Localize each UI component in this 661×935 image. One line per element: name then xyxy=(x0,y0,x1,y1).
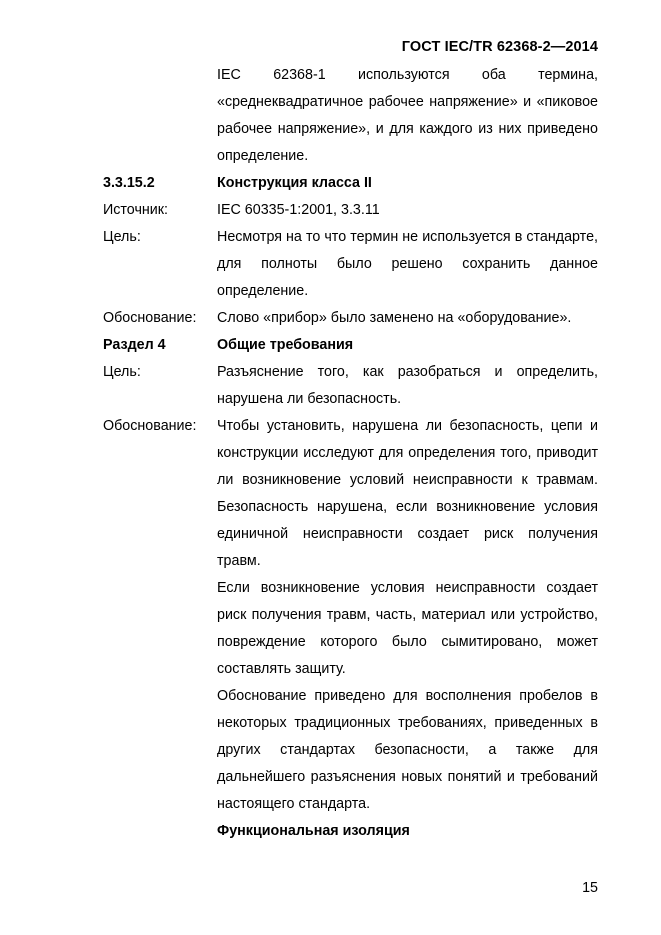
rationale-row xyxy=(103,305,598,332)
section-number: 3.3.15.2 xyxy=(103,175,155,191)
subheading: Функциональная изоляция xyxy=(217,823,410,839)
section-heading-row xyxy=(103,170,598,197)
rationale-label: Обоснование: xyxy=(103,310,197,326)
rationale-paragraph: Если возникновение условия неисправности создает риск получения травм, часть, материал или устройство, повреждение которого было сымитировано, может составлять защиту. xyxy=(217,580,598,677)
continuation-row xyxy=(103,683,598,818)
continuation-row xyxy=(103,575,598,683)
section-title: Общие требования xyxy=(217,337,354,353)
section-number: Раздел 4 xyxy=(103,337,166,353)
goal-text: Несмотря на то что термин не используется в стандарте, для полноты было решено сохранить данное определение. xyxy=(217,229,598,299)
intro-row xyxy=(103,62,598,170)
rationale-paragraph: Чтобы установить, нарушена ли безопасность, цепи и конструкции исследуют для определения того, приводит ли возникновение условий неисправности к травмам. Безопасность нарушена, если возникновение условия единичной неисправности создает риск получения травм. xyxy=(217,418,598,569)
source-text: IEC 60335-1:2001, 3.3.11 xyxy=(217,202,380,218)
goal-row xyxy=(103,224,598,305)
goal-label: Цель: xyxy=(103,364,141,380)
rationale-text: Слово «прибор» было заменено на «оборудование». xyxy=(217,310,572,326)
intro-paragraph: IEC 62368-1 используются оба термина, «среднеквадратичное рабочее напряжение» и «пиковое рабочее напряжение», и для каждого из них приведено определение. xyxy=(217,67,598,164)
document-body xyxy=(103,62,598,845)
section-heading-row xyxy=(103,332,598,359)
page-number: 15 xyxy=(582,880,598,896)
goal-label: Цель: xyxy=(103,229,141,245)
subheading-row xyxy=(103,818,598,845)
goal-row xyxy=(103,359,598,413)
source-row xyxy=(103,197,598,224)
rationale-label: Обоснование: xyxy=(103,418,197,434)
section-title: Конструкция класса II xyxy=(217,175,372,191)
rationale-paragraph: Обоснование приведено для восполнения пробелов в некоторых традиционных требованиях, приведенных в других стандартах безопасности, а также для дальнейшего разъяснения новых понятий и требований настоящего стандарта. xyxy=(217,688,598,812)
goal-text: Разъяснение того, как разобраться и определить, нарушена ли безопасность. xyxy=(217,364,598,407)
rationale-row xyxy=(103,413,598,575)
document-header: ГОСТ IEC/TR 62368-2—2014 xyxy=(401,39,598,55)
source-label: Источник: xyxy=(103,202,169,218)
